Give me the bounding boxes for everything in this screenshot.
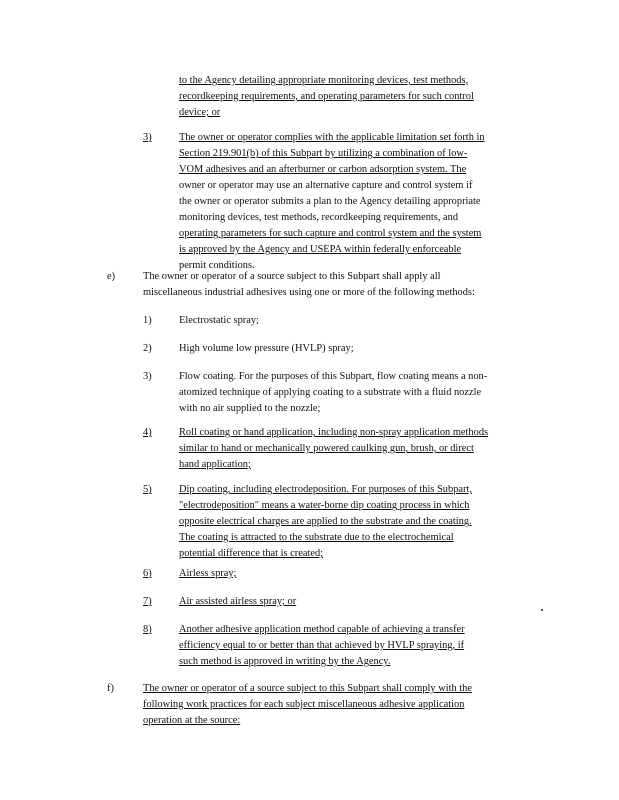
method-3-label: 3) xyxy=(143,371,152,382)
text-line: VOM adhesives and an afterburner or carbon adsorption system. The xyxy=(179,164,467,175)
text-line: "electrodeposition" means a water-borne dip coating process in which xyxy=(179,500,470,511)
text-line: Electrostatic spray; xyxy=(179,315,259,326)
text-line: atomized technique of applying coating to a substrate with a fluid nozzle xyxy=(179,387,482,398)
section-e-text xyxy=(143,269,475,301)
text-line: High volume low pressure (HVLP) spray; xyxy=(179,343,354,354)
section-f-text xyxy=(143,681,472,729)
text-line: recordkeeping requirements, and operating parameters for such control xyxy=(179,91,474,102)
method-2-label: 2) xyxy=(143,343,152,354)
method-6-label: 6) xyxy=(143,568,152,579)
method-3-text xyxy=(179,369,487,417)
text-line: similar to hand or mechanically powered caulking gun, brush, or direct xyxy=(179,443,474,454)
text-line: with no air supplied to the nozzle; xyxy=(179,403,321,414)
text-line: Airless spray; xyxy=(179,568,237,579)
method-4-text xyxy=(179,425,488,473)
method-8-label: 8) xyxy=(143,624,152,635)
text-line: The owner or operator of a source subject to this Subpart shall apply all xyxy=(143,271,441,282)
method-2-text xyxy=(179,341,354,357)
section-e-label: e) xyxy=(107,271,116,282)
text-line: operating parameters for such capture and control system and the system xyxy=(179,228,482,239)
text-line: Flow coating. For the purposes of this Subpart, flow coating means a non- xyxy=(179,371,488,382)
scan-speck xyxy=(541,609,543,611)
method-1-label: 1) xyxy=(143,315,152,326)
text-line: Another adhesive application method capable of achieving a transfer xyxy=(179,624,465,635)
text-line: The coating is attracted to the substrate due to the electrochemical xyxy=(179,532,454,543)
text-line: Roll coating or hand application, including non-spray application methods xyxy=(179,427,489,438)
text-line: owner or operator may use an alternative capture and control system if xyxy=(179,180,473,191)
text-line: efficiency equal to or better than that achieved by HVLP spraying, if xyxy=(179,640,465,651)
method-7-text xyxy=(179,594,296,610)
text-line: potential difference that is created; xyxy=(179,548,324,559)
text-line: monitoring devices, test methods, recordkeeping requirements, and xyxy=(179,212,459,223)
text-line: Dip coating, including electrodeposition. For purposes of this Subpart, xyxy=(179,484,472,495)
text-line: to the Agency detailing appropriate monitoring devices, test methods, xyxy=(179,75,469,86)
text-line: operation at the source: xyxy=(143,715,241,726)
item-3-label: 3) xyxy=(143,132,152,143)
text-line: such method is approved in writing by the Agency. xyxy=(179,656,391,667)
text-line: permit conditions. xyxy=(179,260,255,271)
text-line: hand application; xyxy=(179,459,251,470)
method-8-text xyxy=(179,622,465,670)
method-1-text xyxy=(179,313,259,329)
text-line: The owner or operator of a source subject to this Subpart shall comply with the xyxy=(143,683,472,694)
text-line: miscellaneous industrial adhesives using one or more of the following methods: xyxy=(143,287,475,298)
text-line: the owner or operator submits a plan to the Agency detailing appropriate xyxy=(179,196,481,207)
method-7-label: 7) xyxy=(143,596,152,607)
text-line: Air assisted airless spray; or xyxy=(179,596,297,607)
text-line: following work practices for each subject miscellaneous adhesive application xyxy=(143,699,465,710)
text-line: Section 219.901(b) of this Subpart by utilizing a combination of low- xyxy=(179,148,468,159)
method-4-label: 4) xyxy=(143,427,152,438)
item-3-text xyxy=(179,130,485,274)
text-line: is approved by the Agency and USEPA within federally enforceable xyxy=(179,244,462,255)
text-line: device; or xyxy=(179,107,221,118)
method-5-text xyxy=(179,482,472,562)
method-6-text xyxy=(179,566,236,582)
section-f-label: f) xyxy=(107,683,114,694)
continuation-text xyxy=(179,73,474,121)
method-5-label: 5) xyxy=(143,484,152,495)
text-line: The owner or operator complies with the applicable limitation set forth in xyxy=(179,132,485,143)
text-line: opposite electrical charges are applied to the substrate and the coating. xyxy=(179,516,472,527)
